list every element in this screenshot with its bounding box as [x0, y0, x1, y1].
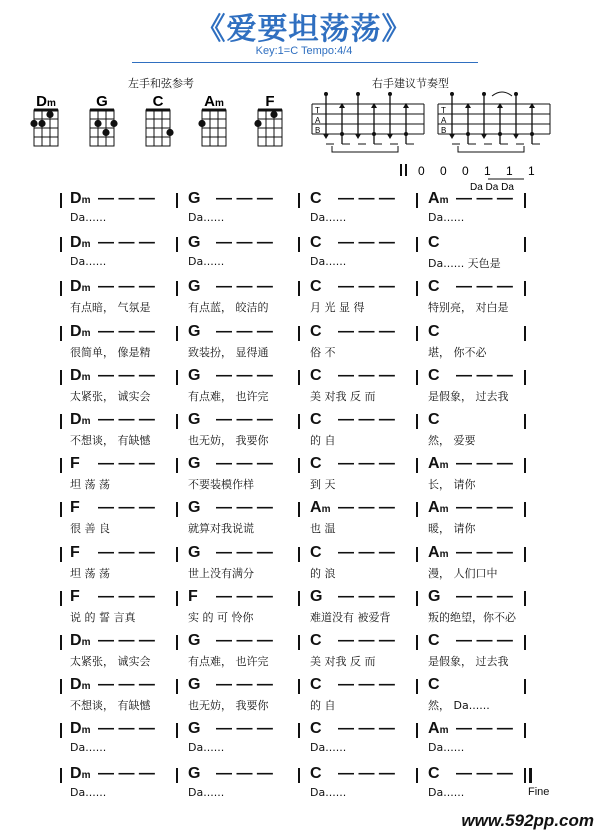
barline — [524, 679, 526, 694]
lyric: 长， 请你 — [428, 478, 476, 492]
beat-dashes: — — — — [338, 455, 395, 473]
chord-symbol: Am — [428, 543, 449, 561]
beat-dashes: — — — — [216, 190, 273, 207]
beat-dashes: — — — — [216, 278, 273, 296]
lyric: 说 的 誓 言真 — [70, 610, 136, 624]
lyric: 月 光 显 得 — [310, 301, 365, 315]
beat-dashes: — — — — [456, 278, 513, 296]
chord-symbol: G — [188, 278, 201, 296]
finger-dot — [102, 129, 109, 136]
lyric: 不想谈， 有缺憾 — [70, 434, 151, 447]
beat-dashes: — — — — [456, 543, 513, 561]
beat-dashes: — — — — [216, 455, 273, 473]
chord-symbol: G — [188, 543, 201, 561]
lyric: 也 温 — [310, 522, 336, 536]
score-row — [0, 274, 608, 318]
beat-dashes: — — — — [338, 587, 395, 605]
finger-dot — [46, 111, 53, 118]
chord-symbol: G — [188, 720, 201, 738]
tab-letter: T — [441, 106, 446, 115]
chord-symbol: C — [428, 366, 440, 384]
beat-dashes: — — — — [98, 499, 155, 517]
finger-dot — [38, 120, 45, 127]
score-row — [0, 716, 608, 760]
chord-symbol: Dm — [70, 720, 91, 738]
finger-dot — [254, 120, 261, 127]
chord-symbol: F — [70, 543, 80, 561]
lyric: 就算对我说谎 — [188, 522, 254, 536]
chord-diagram-g — [90, 93, 118, 146]
chord-symbol: C — [310, 720, 322, 738]
barline — [298, 193, 300, 208]
barline — [60, 326, 62, 341]
lyric: Da...... — [310, 741, 347, 755]
lyric: 坦 荡 荡 — [70, 566, 110, 580]
beat-dashes: — — — — [216, 234, 273, 252]
beat-dashes: — — — — [98, 190, 155, 207]
beat-dashes: — — — — [338, 411, 395, 428]
song-title: 《爱要坦荡荡》 — [195, 12, 413, 47]
beat-dashes: — — — — [338, 499, 395, 517]
chord-symbol: G — [188, 190, 201, 207]
barline — [176, 679, 178, 694]
chord-diagrams — [28, 92, 308, 154]
lyric: Da...... — [188, 741, 225, 755]
barline — [60, 502, 62, 517]
beat-dashes: — — — — [338, 234, 395, 252]
rhythm-pattern — [308, 86, 608, 196]
beat-dashes: — — — — [216, 543, 273, 561]
barline — [416, 679, 418, 694]
barline — [60, 547, 62, 562]
barline — [524, 326, 526, 341]
barline — [176, 237, 178, 252]
score-row — [0, 628, 608, 672]
lyric: Da...... — [310, 785, 347, 799]
barline — [298, 502, 300, 517]
beat-dashes: — — — — [456, 764, 513, 782]
chord-symbol: G — [428, 587, 441, 605]
chord-symbol: G — [188, 322, 201, 340]
barline — [524, 414, 526, 429]
chord-symbol: C — [310, 278, 322, 296]
barline — [60, 281, 62, 296]
lyric: 堪， 你不必 — [428, 345, 487, 359]
beat-dashes: — — — — [216, 764, 273, 782]
chord-symbol: Dm — [70, 366, 91, 384]
beat-dashes: — — — — [456, 499, 513, 517]
barline — [298, 591, 300, 606]
rhythm-syllables: Da Da Da — [470, 182, 514, 193]
barline — [416, 547, 418, 562]
barline — [298, 723, 300, 738]
barline — [524, 591, 526, 606]
barline — [60, 768, 62, 783]
chord-symbol: G — [188, 676, 201, 694]
beat-dashes: — — — — [216, 366, 273, 384]
chord-symbol: C — [310, 676, 322, 694]
barline — [524, 370, 526, 385]
barline — [416, 326, 418, 341]
lyric: Da...... — [428, 741, 465, 755]
chord-symbol: Am — [428, 455, 449, 473]
barline — [298, 547, 300, 562]
chord-symbol: Am — [310, 499, 331, 517]
finger-dot — [198, 120, 205, 127]
beat-dashes: — — — — [338, 190, 395, 207]
chord-symbol: C — [310, 543, 322, 561]
lyric: 太紧张， 诚实会 — [70, 655, 151, 668]
chord-symbol: Dm — [70, 234, 91, 252]
final-barline — [529, 768, 532, 783]
key-tempo: Key:1=C Tempo:4/4 — [255, 45, 353, 57]
score-row — [0, 363, 608, 407]
chord-symbol: C — [428, 632, 440, 649]
barline — [416, 414, 418, 429]
chord-symbol: Am — [428, 190, 449, 207]
barline — [416, 237, 418, 252]
score-row — [0, 672, 608, 716]
lyric: 的 自 — [310, 699, 336, 713]
lyric: 俗 不 — [310, 345, 336, 359]
barline — [416, 768, 418, 783]
chord-symbol: G — [188, 366, 201, 384]
barline — [176, 768, 178, 783]
barline — [416, 723, 418, 738]
chord-diagram-dm — [30, 93, 58, 146]
beat-dashes: — — — — [338, 543, 395, 561]
lyric: 然， 爱要 — [428, 434, 476, 447]
lyric: 不想谈， 有缺憾 — [70, 699, 151, 713]
score-row — [0, 761, 608, 805]
beat-dashes: — — — — [98, 366, 155, 384]
beat-dashes: — — — — [216, 632, 273, 649]
finger-dot — [94, 120, 101, 127]
lyric: 有点难， 也许完 — [188, 389, 269, 403]
left-hand-label: 左手和弦参考 — [128, 77, 194, 90]
chord-symbol: G — [188, 234, 201, 252]
score-row — [0, 540, 608, 584]
chord-symbol: C — [428, 278, 440, 296]
beat-dashes: — — — — [456, 632, 513, 649]
beat-dashes: — — — — [338, 764, 395, 782]
chord-name: C — [152, 93, 164, 110]
barline — [416, 193, 418, 208]
chord-symbol: Dm — [70, 322, 91, 340]
rhythm-counts: 0 0 0 1 1 1 — [418, 164, 541, 178]
chord-symbol: Dm — [70, 632, 91, 649]
beat-dashes: — — — — [338, 632, 395, 649]
lyric: 暖， 请你 — [428, 522, 476, 536]
beat-dashes: — — — — [338, 278, 395, 296]
barline — [60, 591, 62, 606]
barline — [60, 370, 62, 385]
beat-dashes: — — — — [216, 411, 273, 428]
lyric: Da...... — [70, 741, 107, 755]
tab-letter: B — [441, 126, 447, 135]
barline — [298, 370, 300, 385]
chord-symbol: Am — [428, 499, 449, 517]
beat-dashes: — — — — [338, 322, 395, 340]
lyric: 致装扮， 显得通 — [188, 345, 269, 359]
barline — [298, 281, 300, 296]
chord-symbol: Dm — [70, 190, 91, 207]
score-row — [0, 186, 608, 230]
chord-symbol: G — [188, 411, 201, 428]
score-row — [0, 584, 608, 628]
barline — [524, 237, 526, 252]
beat-dashes: — — — — [338, 720, 395, 738]
barline — [176, 458, 178, 473]
barline — [298, 414, 300, 429]
chord-symbol: F — [70, 455, 80, 473]
barline — [416, 458, 418, 473]
right-hand-label: 右手建议节奏型 — [372, 77, 449, 90]
tab-letter: T — [315, 106, 320, 115]
beat-dashes: — — — — [98, 543, 155, 561]
lyric: 的 浪 — [310, 566, 336, 580]
barline — [298, 237, 300, 252]
barline — [524, 193, 526, 208]
barline — [524, 635, 526, 650]
chord-symbol: C — [310, 366, 322, 384]
lyric: 很简单， 像是精 — [70, 345, 151, 359]
barline — [298, 458, 300, 473]
lyric: Da...... — [188, 785, 225, 799]
chord-symbol: C — [310, 234, 322, 252]
chord-symbol: G — [188, 499, 201, 517]
beat-dashes: — — — — [98, 278, 155, 296]
lyric: Da...... — [188, 255, 225, 269]
barline — [176, 414, 178, 429]
fine-mark: Fine — [528, 785, 550, 798]
chord-symbol: Dm — [70, 411, 91, 428]
beat-dashes: — — — — [98, 455, 155, 473]
chord-symbol: Dm — [70, 676, 91, 694]
barline — [176, 502, 178, 517]
beat-dashes: — — — — [456, 190, 513, 207]
barline — [176, 591, 178, 606]
chord-symbol: C — [310, 190, 322, 207]
barline — [524, 458, 526, 473]
score-row — [0, 319, 608, 363]
beat-dashes: — — — — [98, 411, 155, 428]
chord-symbol: C — [310, 322, 322, 340]
chord-symbol: Dm — [70, 764, 91, 782]
chord-name: Am — [204, 93, 224, 110]
title-divider — [132, 62, 478, 63]
beat-dashes: — — — — [98, 720, 155, 738]
tab-letter: B — [315, 126, 321, 135]
beat-dashes: — — — — [456, 366, 513, 384]
lyric: 也无妨， 我要你 — [188, 434, 269, 447]
chord-name: Dm — [36, 93, 56, 110]
finger-dot — [110, 120, 117, 127]
barline — [60, 679, 62, 694]
lyric: Da...... — [310, 255, 347, 269]
barline — [524, 547, 526, 562]
chord-symbol: C — [428, 764, 440, 782]
finger-dot — [30, 120, 37, 127]
lyric: 不要装模作样 — [188, 478, 254, 492]
barline — [416, 635, 418, 650]
barline — [524, 723, 526, 738]
barline — [60, 635, 62, 650]
lyric: 实 的 可 怜你 — [188, 610, 254, 624]
lyric: Da...... 天色是 — [428, 257, 501, 271]
beat-dashes: — — — — [216, 322, 273, 340]
barline — [60, 723, 62, 738]
lyric: Da...... — [70, 785, 107, 799]
beat-dashes: — — — — [98, 676, 155, 694]
score-row — [0, 451, 608, 495]
lyric: Da...... — [310, 211, 347, 224]
beat-dashes: — — — — [216, 587, 273, 605]
barline — [176, 723, 178, 738]
score-row — [0, 230, 608, 274]
chord-diagram-f — [254, 93, 282, 146]
barline — [176, 547, 178, 562]
barline — [60, 193, 62, 208]
beat-dashes: — — — — [98, 322, 155, 340]
chord-diagram-c — [146, 93, 174, 146]
beat-dashes: — — — — [216, 676, 273, 694]
chord-chart — [0, 186, 608, 806]
beat-dashes: — — — — [456, 455, 513, 473]
barline — [416, 370, 418, 385]
beat-dashes: — — — — [338, 676, 395, 694]
lyric: 是假象， 过去我 — [428, 389, 509, 403]
barline — [524, 768, 526, 783]
chord-symbol: Dm — [70, 278, 91, 296]
lyric: 是假象， 过去我 — [428, 655, 509, 668]
footer-url: www.592pp.com — [461, 811, 594, 830]
barline — [416, 591, 418, 606]
barline — [60, 237, 62, 252]
lyric: 到 天 — [310, 478, 336, 492]
barline — [298, 326, 300, 341]
beat-dashes: — — — — [456, 720, 513, 738]
chord-symbol: F — [70, 499, 80, 517]
lyric: 难道没有 被爱背 — [310, 610, 391, 624]
lyric: 叛的绝望，你不必 — [428, 610, 516, 624]
barline — [298, 679, 300, 694]
chord-symbol: C — [310, 455, 322, 473]
finger-dot — [270, 111, 277, 118]
barline — [298, 635, 300, 650]
barline — [298, 768, 300, 783]
lyric: 世上没有满分 — [188, 566, 254, 580]
score-row — [0, 495, 608, 539]
lyric: Da...... — [70, 255, 107, 269]
tab-letter: A — [315, 116, 321, 125]
chord-symbol: C — [428, 234, 440, 252]
lyric: Da...... — [188, 211, 225, 224]
score-row — [0, 407, 608, 451]
lyric: Da...... — [428, 785, 465, 799]
chord-symbol: G — [188, 764, 201, 782]
barline — [416, 502, 418, 517]
chord-name: G — [96, 93, 108, 110]
beat-dashes: — — — — [98, 587, 155, 605]
lyric: 的 自 — [310, 434, 336, 447]
chord-symbol: F — [70, 587, 80, 605]
lyric: Da...... — [428, 211, 465, 224]
tab-staff — [312, 92, 424, 144]
barline — [60, 458, 62, 473]
tab-staff — [438, 92, 550, 144]
chord-symbol: C — [310, 764, 322, 782]
finger-dot — [166, 129, 173, 136]
lyric: 也无妨， 我要你 — [188, 699, 269, 713]
barline — [176, 193, 178, 208]
chord-symbol: G — [188, 632, 201, 649]
barline — [176, 635, 178, 650]
lyric: 有点难， 也许完 — [188, 655, 269, 668]
lyric: 美 对我 反 而 — [310, 389, 376, 403]
chord-symbol: C — [428, 676, 440, 694]
lyric: 然， Da...... — [428, 699, 490, 713]
chord-symbol: C — [428, 322, 440, 340]
chord-symbol: G — [188, 455, 201, 473]
chord-diagram-am — [198, 93, 226, 146]
barline — [176, 370, 178, 385]
tab-letter: A — [441, 116, 447, 125]
chord-symbol: C — [310, 632, 322, 649]
lyric: 有点蓝， 皎洁的 — [188, 301, 269, 315]
lyric: 很 善 良 — [70, 522, 110, 536]
lyric: 坦 荡 荡 — [70, 478, 110, 492]
beat-dashes: — — — — [456, 587, 513, 605]
barline — [416, 281, 418, 296]
beat-dashes: — — — — [98, 632, 155, 649]
chord-symbol: F — [188, 587, 198, 605]
lyric: 太紧张， 诚实会 — [70, 389, 151, 403]
chord-symbol: C — [310, 411, 322, 428]
lyric: 漫， 人们口中 — [428, 566, 498, 580]
barline — [60, 414, 62, 429]
lyric: 美 对我 反 而 — [310, 655, 376, 668]
lyric: 特别亮， 对白是 — [428, 301, 509, 315]
barline — [524, 502, 526, 517]
beat-dashes: — — — — [216, 720, 273, 738]
chord-symbol: C — [428, 411, 440, 428]
barline — [524, 281, 526, 296]
lyric: Da...... — [70, 211, 107, 224]
chord-symbol: Am — [428, 720, 449, 738]
barline — [176, 281, 178, 296]
barline — [176, 326, 178, 341]
chord-name: F — [265, 93, 275, 110]
chord-symbol: G — [310, 587, 323, 605]
beat-dashes: — — — — [216, 499, 273, 517]
beat-dashes: — — — — [98, 234, 155, 252]
beat-dashes: — — — — [338, 366, 395, 384]
lyric: 有点暗， 气氛是 — [70, 301, 151, 315]
beat-dashes: — — — — [98, 764, 155, 782]
